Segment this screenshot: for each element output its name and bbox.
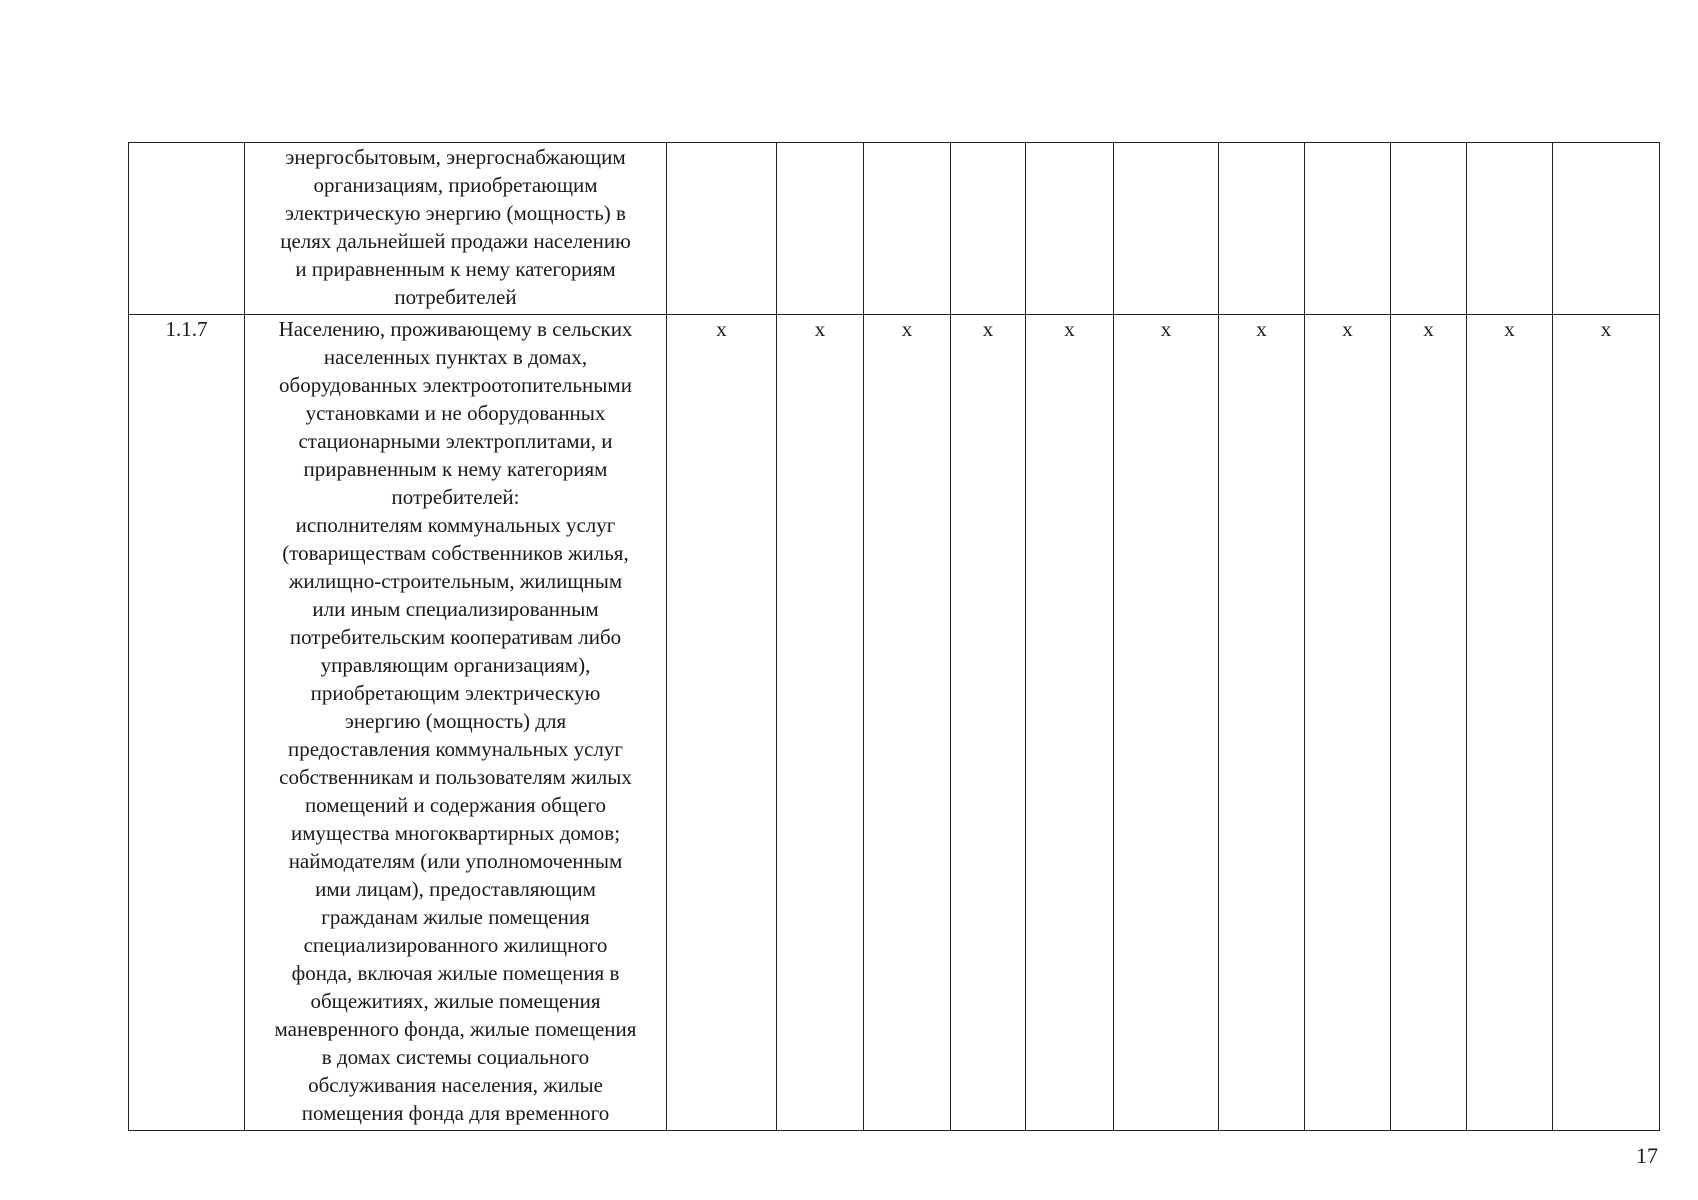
description-line: предоставления коммунальных услуг <box>287 737 623 761</box>
value-cell <box>1553 143 1660 315</box>
description-line: ими лицам), предоставляющим <box>315 877 596 901</box>
value-cell: х <box>1114 315 1219 1131</box>
description-line: оборудованных электроотопительными <box>279 373 632 397</box>
value-cell <box>1305 143 1391 315</box>
description-line: имущества многоквартирных домов; <box>290 821 621 845</box>
description-line: и приравненным к нему категориям <box>295 257 616 281</box>
value-cell: х <box>1467 315 1553 1131</box>
description-line: населенных пунктах в домах, <box>323 345 588 369</box>
tariff-table <box>128 142 1660 1131</box>
description-line: собственникам и пользователям жилых <box>279 765 632 789</box>
value-cell: х <box>1391 315 1467 1131</box>
description-line: общежитиях, жилые помещения <box>310 989 601 1013</box>
description-line: приравненным к нему категориям <box>303 457 608 481</box>
description-line: фонда, включая жилые помещения в <box>291 961 620 985</box>
row-number: 1.1.7 <box>129 315 245 1131</box>
value-cell: х <box>1219 315 1305 1131</box>
description-line: (товариществам собственников жилья, <box>282 541 629 565</box>
value-cell <box>1467 143 1553 315</box>
value-cell <box>1391 143 1467 315</box>
row-description <box>245 315 667 1131</box>
value-cell <box>1114 143 1219 315</box>
description-line: энергию (мощность) для <box>344 709 567 733</box>
description-line: обслуживания населения, жилые <box>308 1073 603 1097</box>
description-line: наймодателям (или уполномоченным <box>288 849 623 873</box>
value-cell <box>951 143 1026 315</box>
value-cell: х <box>777 315 864 1131</box>
value-cell <box>1026 143 1114 315</box>
row-number <box>129 143 245 315</box>
value-cell <box>667 143 777 315</box>
page-number: 17 <box>1636 1143 1658 1168</box>
description-line: жилищно-строительным, жилищным <box>288 569 623 593</box>
value-cell <box>864 143 951 315</box>
value-cell <box>1219 143 1305 315</box>
value-cell: х <box>667 315 777 1131</box>
description-line: помещения фонда для временного <box>301 1101 610 1125</box>
description-line: помещений и содержания общего <box>304 793 607 817</box>
value-cell: х <box>951 315 1026 1131</box>
description-line: специализированного жилищного <box>303 933 608 957</box>
value-cell: х <box>1305 315 1391 1131</box>
row-description <box>245 143 667 315</box>
description-line: исполнителям коммунальных услуг <box>295 513 616 537</box>
value-cell: х <box>1553 315 1660 1131</box>
description-line: организациям, приобретающим <box>313 173 598 197</box>
description-line: управляющим организациям), <box>320 653 591 677</box>
description-line: Населению, проживающему в сельских <box>278 317 633 341</box>
description-line: стационарными электроплитами, и <box>298 429 613 453</box>
description-line: или иным специализированным <box>312 597 599 621</box>
description-line: потребителей: <box>391 485 520 509</box>
description-line: потребителей <box>394 285 517 309</box>
description-line: целях дальнейшей продажи населению <box>280 229 631 253</box>
table-row <box>129 315 1660 1131</box>
description-line: в домах системы социального <box>321 1045 590 1069</box>
table-row <box>129 143 1660 315</box>
description-line: приобретающим электрическую <box>310 681 601 705</box>
description-line: энергосбытовым, энергоснабжающим <box>285 145 626 169</box>
description-line: маневренного фонда, жилые помещения <box>274 1017 637 1041</box>
description-line: гражданам жилые помещения <box>321 905 590 929</box>
value-cell <box>777 143 864 315</box>
description-line: установками и не оборудованных <box>305 401 606 425</box>
description-line: электрическую энергию (мощность) в <box>285 201 626 225</box>
value-cell: х <box>1026 315 1114 1131</box>
description-line: потребительским кооперативам либо <box>289 625 622 649</box>
value-cell: х <box>864 315 951 1131</box>
